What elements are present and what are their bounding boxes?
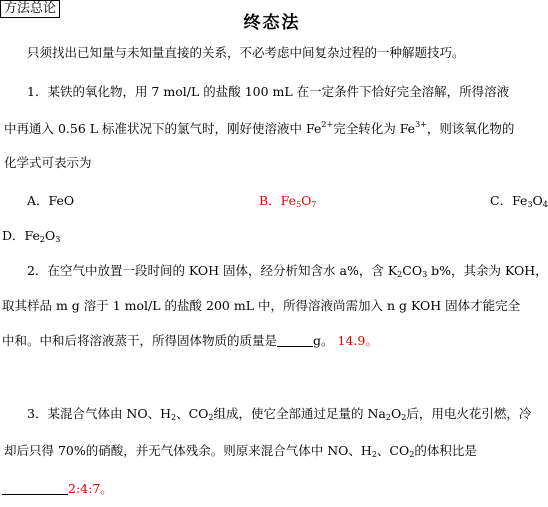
q3-line3 [2,481,113,497]
q1-option-b: B．$Fe_5O_7$ [259,193,317,209]
page-title: 终态法 [243,13,301,33]
q3-line2: 却后只得 70%的硝酸，并无气体残余。则原来混合气体中 NO、$H_2$、$CO_2$的体积比是 [4,443,477,459]
method-tag: 方法总论 [0,0,60,18]
q2-answer-blank [277,346,313,347]
q2-line3: 中和。中和后将溶液蒸干，所得固体物质的质量是 g。 14.9。 [2,333,378,348]
intro-text: 只须找出已知量与未知量直接的关系，不必考虑中间复杂过程的一种解题技巧。 [27,45,465,60]
q1-option-d: D．$Fe_2O_3$ [2,228,61,244]
q2-line1: 2．在空气中放置一段时间的 KOH 固体，经分析知含水 a%，含 $K_2CO_3$ b%，其余为 KOH， [27,263,548,279]
q1-line2: 中再通入 0.56 L 标准状况下的氯气时，刚好使溶液中 $Fe^{2+}$完全转化为 $Fe^{3+}$，则该氧化物的 [4,120,515,136]
q1-option-a: A．FeO [27,193,75,208]
q3-line1: 3．某混合气体由 NO、$H_2$、$CO_2$组成，使它全部通过足量的 $Na_2O_2$后，用电火花引燃，冷 [27,406,532,422]
q1-option-c: C．$Fe_3O_4$ [490,193,548,209]
q3-answer-blank [2,494,68,495]
q2-line2: 取其样品 m g 溶于 1 mol/L 的盐酸 200 mL 中，所得溶液尚需加入 n g KOH 固体才能完全 [2,298,521,313]
q3-answer: 2:4:7。 [68,481,113,496]
q1-line3: 化学式可表示为 [4,155,92,170]
q2-answer: 14.9。 [337,333,378,348]
q1-line1: 1．某铁的氧化物，用 7 mol/L 的盐酸 100 mL 在一定条件下恰好完全溶解，所得溶液 [27,84,510,99]
